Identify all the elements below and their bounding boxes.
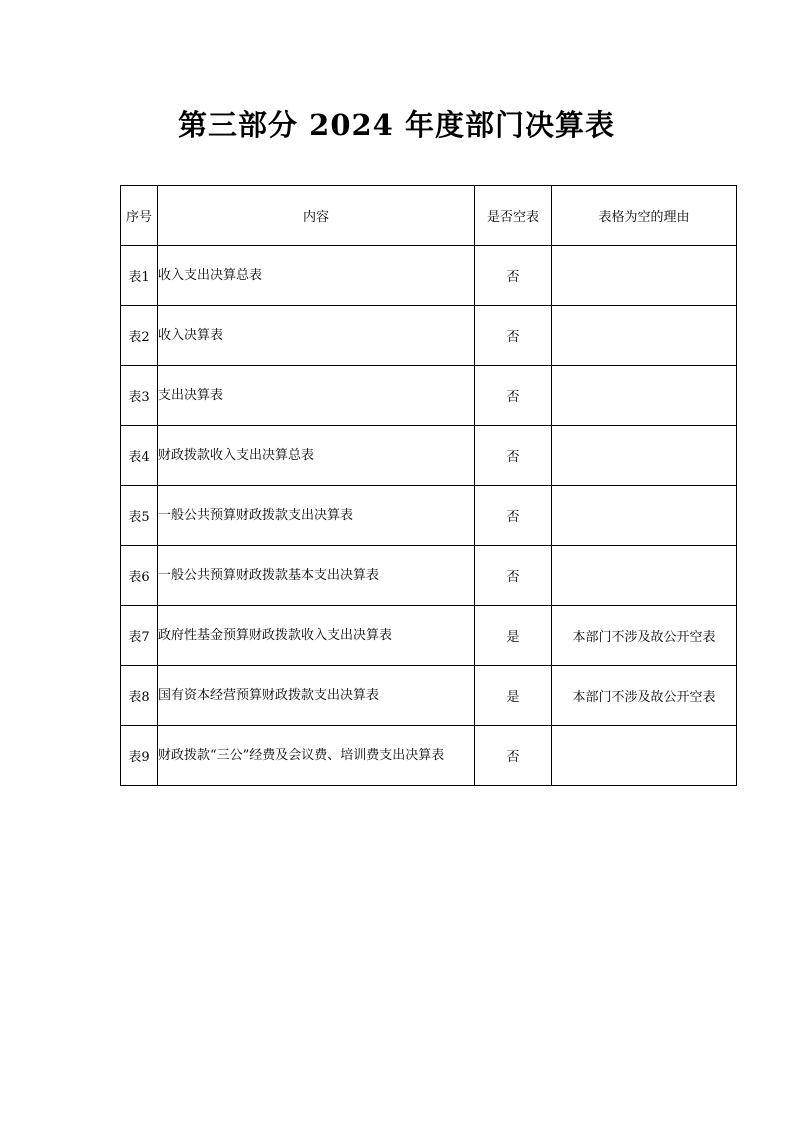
row-content: 财政拨款收入支出决算总表 <box>158 426 475 486</box>
row-no: 表7 <box>121 606 158 666</box>
table-row <box>121 726 737 786</box>
row-is-empty: 否 <box>475 366 552 426</box>
row-reason <box>552 246 737 306</box>
table-row <box>121 546 737 606</box>
header-content: 内容 <box>158 186 475 246</box>
row-content: 国有资本经营预算财政拨款支出决算表 <box>158 666 475 726</box>
row-is-empty: 否 <box>475 486 552 546</box>
row-no: 表1 <box>121 246 158 306</box>
row-is-empty: 否 <box>475 726 552 786</box>
table-header-row <box>121 186 737 246</box>
row-content: 财政拨款“三公”经费及会议费、培训费支出决算表 <box>158 726 475 786</box>
row-reason <box>552 426 737 486</box>
row-no: 表5 <box>121 486 158 546</box>
row-is-empty: 是 <box>475 666 552 726</box>
row-reason <box>552 366 737 426</box>
page-title: 第三部分 2024 年度部门决算表 <box>178 108 615 142</box>
row-reason <box>552 486 737 546</box>
table-row <box>121 606 737 666</box>
table-row <box>121 486 737 546</box>
row-content: 政府性基金预算财政拨款收入支出决算表 <box>158 606 475 666</box>
header-is-empty: 是否空表 <box>475 186 552 246</box>
row-content: 一般公共预算财政拨款基本支出决算表 <box>158 546 475 606</box>
row-reason: 本部门不涉及故公开空表 <box>552 606 737 666</box>
row-reason <box>552 546 737 606</box>
table-row <box>121 306 737 366</box>
row-is-empty: 否 <box>475 426 552 486</box>
table-row <box>121 666 737 726</box>
table-row <box>121 366 737 426</box>
row-no: 表6 <box>121 546 158 606</box>
row-is-empty: 否 <box>475 306 552 366</box>
row-reason <box>552 726 737 786</box>
table-row <box>121 246 737 306</box>
row-no: 表8 <box>121 666 158 726</box>
header-reason: 表格为空的理由 <box>552 186 737 246</box>
row-content: 一般公共预算财政拨款支出决算表 <box>158 486 475 546</box>
row-no: 表9 <box>121 726 158 786</box>
row-no: 表3 <box>121 366 158 426</box>
header-no: 序号 <box>121 186 158 246</box>
budget-tables-index <box>120 185 737 786</box>
row-is-empty: 是 <box>475 606 552 666</box>
row-is-empty: 否 <box>475 246 552 306</box>
row-reason <box>552 306 737 366</box>
row-no: 表2 <box>121 306 158 366</box>
table-row <box>121 426 737 486</box>
row-content: 收入决算表 <box>158 306 475 366</box>
row-content: 收入支出决算总表 <box>158 246 475 306</box>
row-is-empty: 否 <box>475 546 552 606</box>
row-content: 支出决算表 <box>158 366 475 426</box>
row-no: 表4 <box>121 426 158 486</box>
row-reason: 本部门不涉及故公开空表 <box>552 666 737 726</box>
